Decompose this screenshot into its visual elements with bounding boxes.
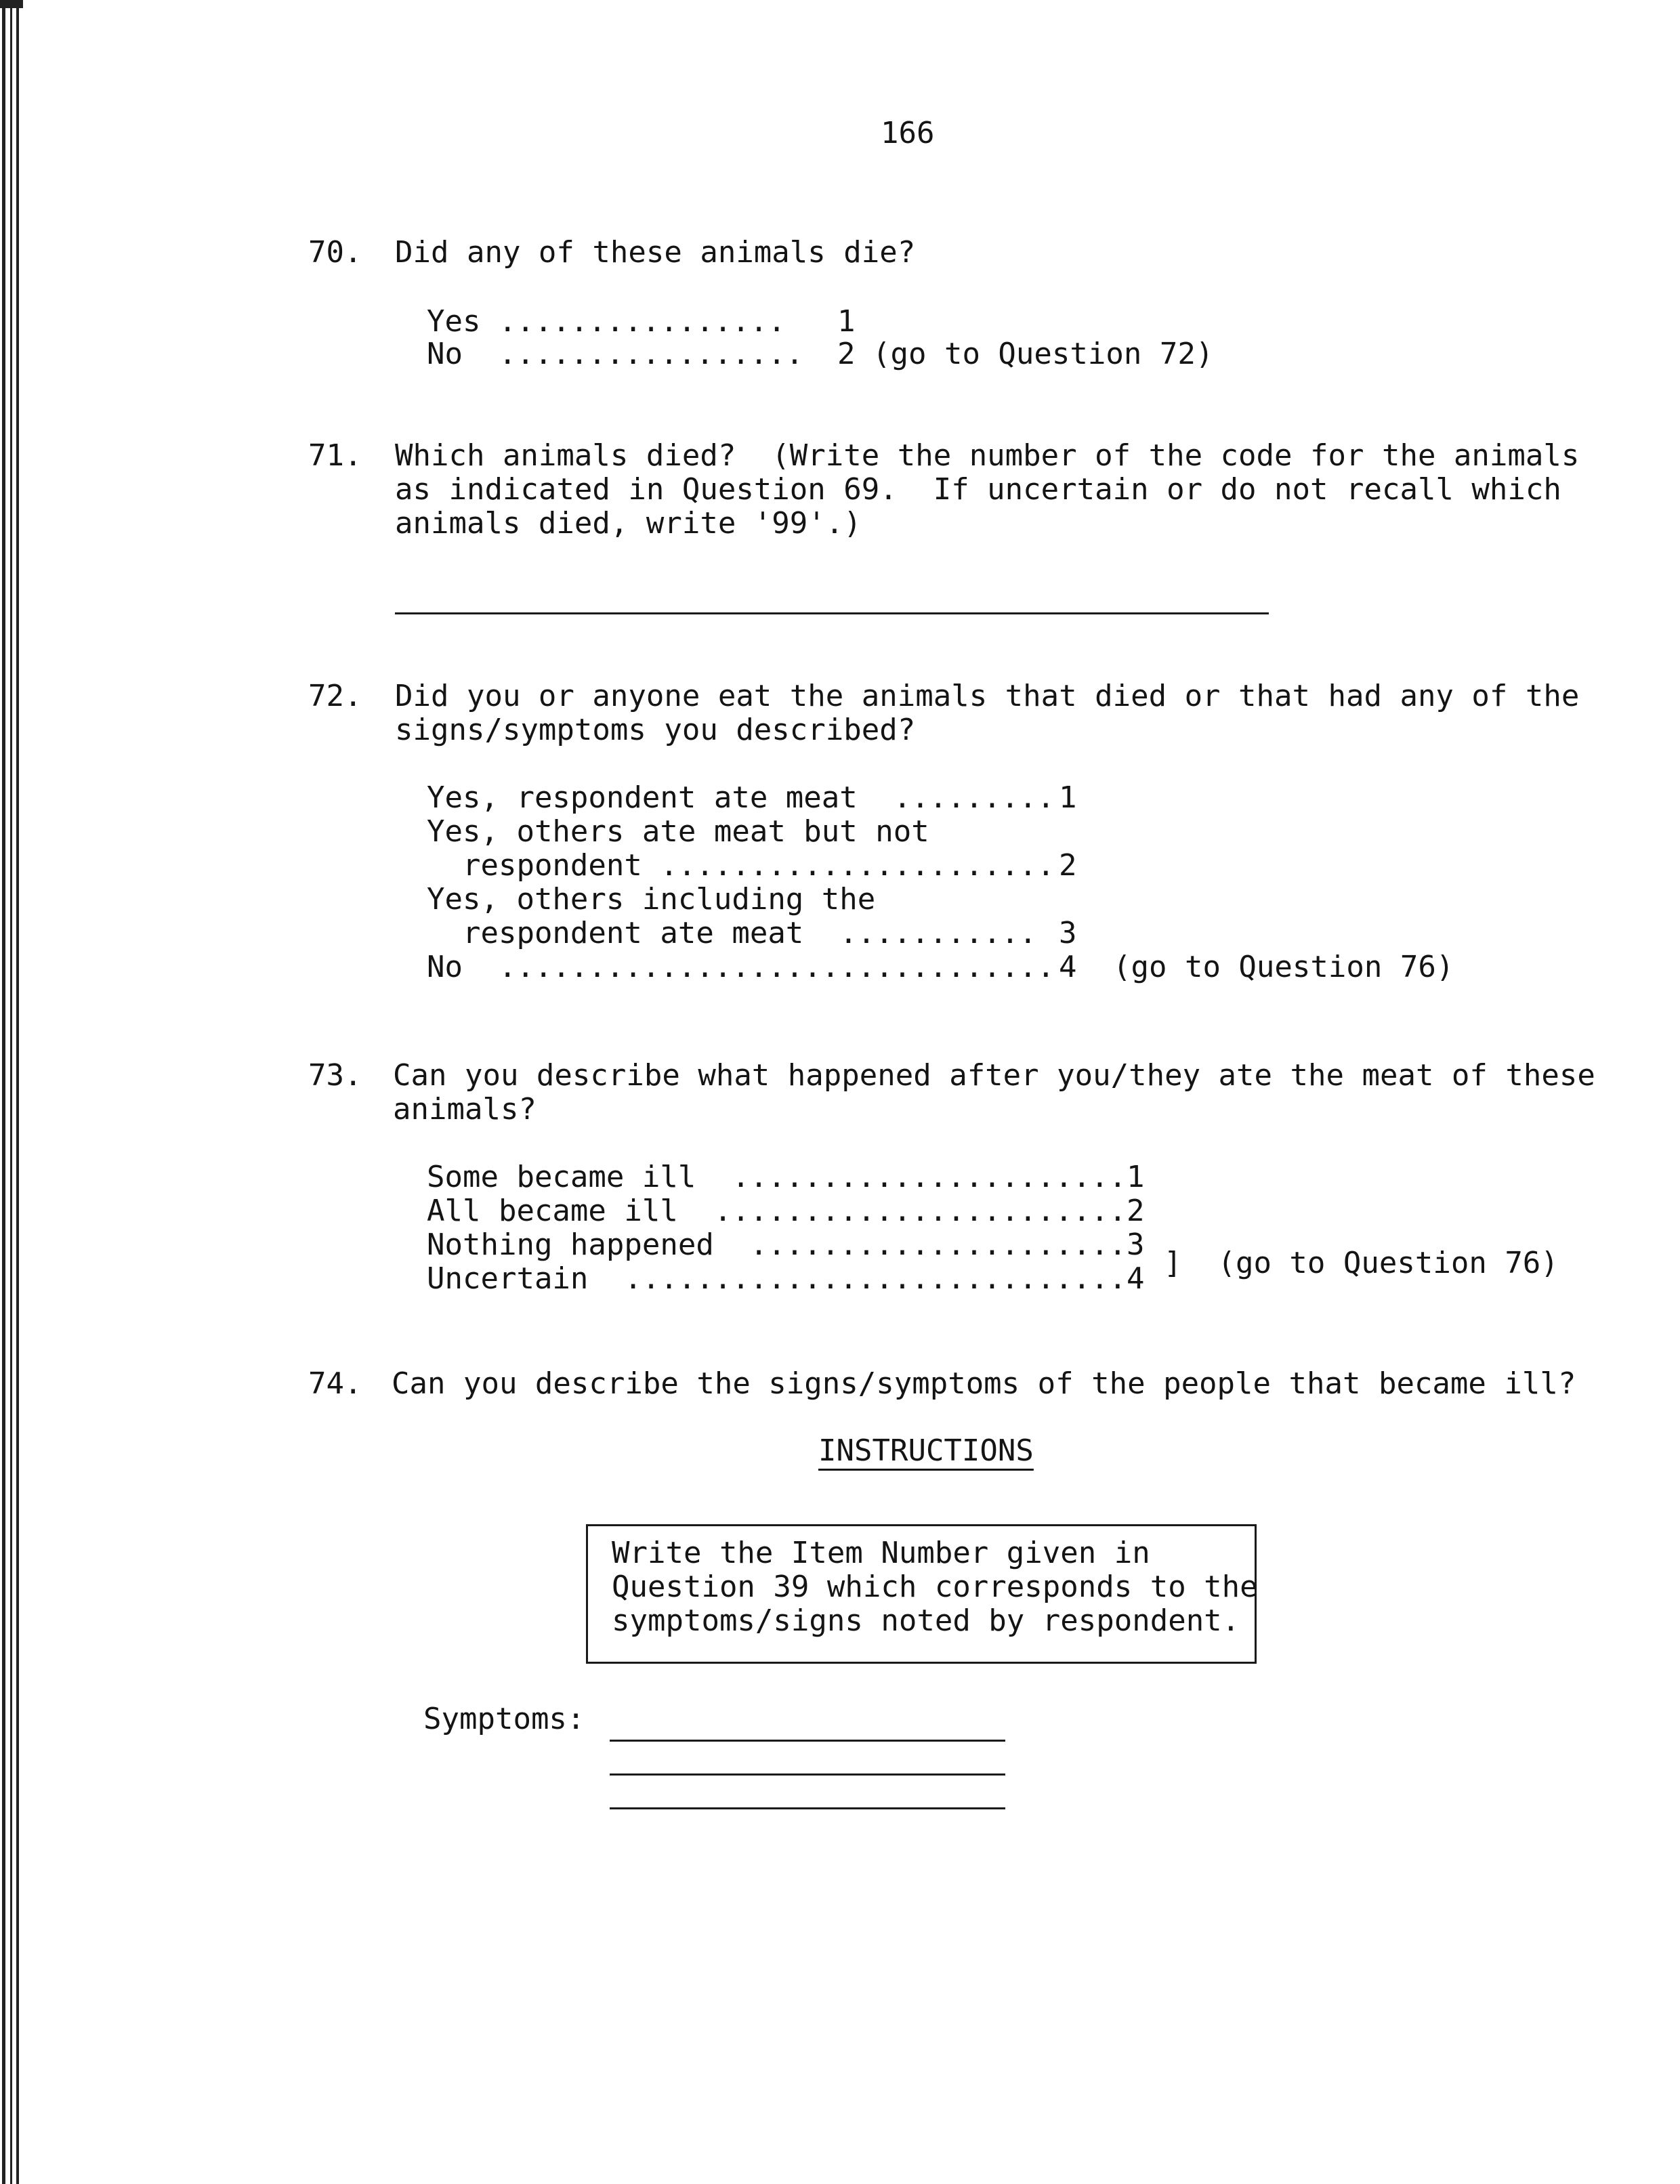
q72-option-4-note: (go to Question 76) bbox=[1113, 950, 1454, 984]
instructions-line-2: Question 39 which corresponds to the bbox=[612, 1570, 1258, 1604]
q73-option-4-code: 4 bbox=[1127, 1261, 1145, 1296]
q73-option-1-code: 1 bbox=[1127, 1160, 1145, 1194]
question-72-line-1: Did you or anyone eat the animals that died or that had any of the bbox=[395, 679, 1580, 713]
q72-option-4-label: No ............................... bbox=[427, 950, 1055, 984]
question-73-line-1: Can you describe what happened after you/they ate the meat of these bbox=[393, 1058, 1595, 1093]
q72-option-2-label-cont: respondent ...................... bbox=[427, 848, 1055, 883]
q72-option-3-label-cont: respondent ate meat ........... bbox=[427, 916, 1037, 950]
q73-option-3-label: Nothing happened ..................... bbox=[427, 1227, 1127, 1262]
question-74-number: 74. bbox=[308, 1366, 362, 1401]
q70-option-no-code: 2 bbox=[837, 337, 856, 371]
question-72-number: 72. bbox=[308, 679, 362, 713]
q73-option-4-label: Uncertain ............................ bbox=[427, 1261, 1127, 1296]
question-71-number: 71. bbox=[308, 438, 362, 473]
q72-option-2-code: 2 bbox=[1059, 848, 1077, 883]
symptoms-answer-line-3[interactable] bbox=[610, 1807, 1005, 1809]
q72-option-1-code: 1 bbox=[1059, 780, 1077, 815]
question-71-line-3: animals died, write '99'.) bbox=[395, 506, 862, 541]
q70-option-yes-code: 1 bbox=[837, 304, 856, 339]
q73-option-2-code: 2 bbox=[1127, 1194, 1145, 1228]
instructions-line-1: Write the Item Number given in bbox=[612, 1536, 1150, 1570]
symptoms-answer-line-2[interactable] bbox=[610, 1773, 1005, 1776]
symptoms-label: Symptoms: bbox=[423, 1702, 585, 1736]
q72-option-2-label: Yes, others ate meat but not bbox=[427, 814, 929, 849]
question-71-line-2: as indicated in Question 69. If uncertain or do not recall which bbox=[395, 472, 1561, 507]
page-number: 166 bbox=[881, 116, 935, 150]
q73-option-1-label: Some became ill ...................... bbox=[427, 1160, 1127, 1194]
q73-option-3-code: 3 bbox=[1127, 1227, 1145, 1262]
q70-option-yes-label: Yes ................ bbox=[427, 304, 786, 339]
q72-option-4-code: 4 bbox=[1059, 950, 1077, 984]
question-74-text: Can you describe the signs/symptoms of the people that became ill? bbox=[392, 1366, 1576, 1401]
q73-option-2-label: All became ill ....................... bbox=[427, 1194, 1127, 1228]
question-71-line-1: Which animals died? (Write the number of the code for the animals bbox=[395, 438, 1580, 473]
question-72-line-2: signs/symptoms you described? bbox=[395, 713, 916, 747]
question-73-line-2: animals? bbox=[393, 1092, 537, 1127]
question-70-text: Did any of these animals die? bbox=[395, 235, 916, 270]
q70-option-no-label: No ................. bbox=[427, 337, 804, 371]
q72-option-1-label: Yes, respondent ate meat ......... bbox=[427, 780, 1055, 815]
symptoms-answer-line-1[interactable] bbox=[610, 1740, 1005, 1742]
q71-answer-line[interactable] bbox=[395, 612, 1269, 614]
page-binding-edge bbox=[0, 0, 23, 2184]
instructions-line-3: symptoms/signs noted by respondent. bbox=[612, 1603, 1240, 1638]
question-73-number: 73. bbox=[308, 1058, 362, 1093]
q70-option-no-note: (go to Question 72) bbox=[873, 337, 1214, 371]
question-70-number: 70. bbox=[308, 235, 362, 270]
q72-option-3-code: 3 bbox=[1059, 916, 1077, 950]
q73-bracket-note: ] (go to Question 76) bbox=[1164, 1246, 1559, 1280]
instructions-heading: INSTRUCTIONS bbox=[818, 1433, 1034, 1468]
q72-option-3-label: Yes, others including the bbox=[427, 882, 876, 917]
